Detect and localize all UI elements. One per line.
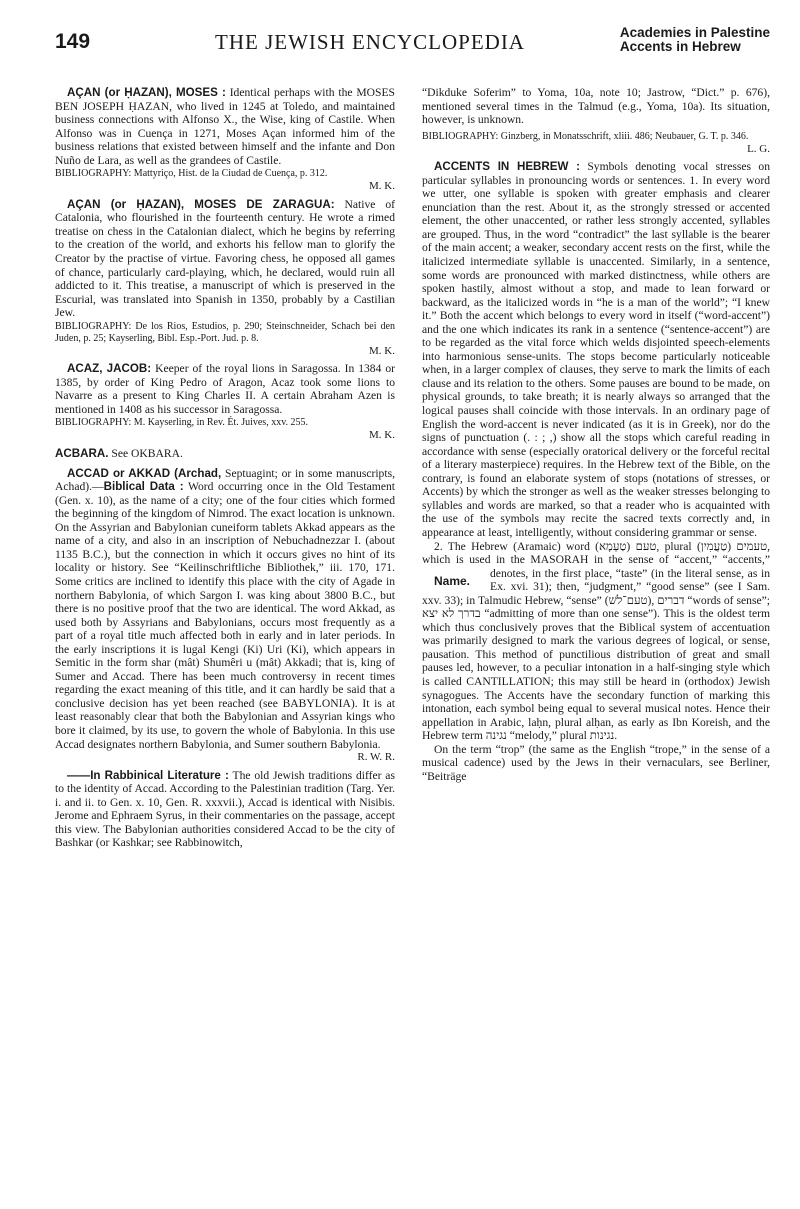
entry-acan-moses: AÇAN (or ḤAZAN), MOSES : Identical perhaps with the MOSES BEN JOSEPH ḤAZAN, who lived in 1245 at Toledo, and maintained business connections with Alfonso X., the Wise, king of Castile. When Alfonso was in Cuença in 1271, Moses Açan informed him of the business relations that existed between himself and the infante and Don Nuño de Lara, as well as the grandees of Castile.: [55, 86, 395, 167]
entry-headword: ACCAD or AKKAD (Archad,: [67, 466, 222, 480]
topic-range: [620, 26, 770, 54]
subsection-rabbinical: ——In Rabbinical Literature :: [67, 768, 229, 782]
right-column: [422, 86, 770, 783]
entry-accad-rabbinical: ——In Rabbinical Literature : The old Jewish traditions differ as to the identity of Accad. According to the Palestinian tradition (Targ. Yer. i. and ii. to Gen. x. 10, Gen. R. xxxvii.), Accad is identical with Nisibis. Jerome and Ephraem Syrus, in their commentaries on the passage, accept this view. The Babylonian authorities considered Accad to be the city of Bashkar (or Kashkar; see Rabbinowitch,: [55, 768, 395, 850]
entry-headword: ACBARA.: [55, 447, 109, 461]
page-number: 149: [55, 30, 91, 53]
topic-line-2: Accents in Hebrew: [619, 39, 741, 54]
entry-headword: AÇAN (or ḤAZAN), MOSES DE ZARAGUA:: [67, 197, 335, 211]
margin-subtitle-name: Name.: [434, 573, 471, 588]
entry-accad-continued: “Dikduke Soferim” to Yoma, 10a, note 10; Jastrow, “Dict.” p. 676), mentioned several times in the Talmud (e.g., Yoma, 10a). Its situation, however, is unknown.: [422, 86, 770, 127]
entry-acaz-jacob: ACAZ, JACOB: Keeper of the royal lions in Saragossa. In 1384 or 1385, by order of King Pedro of Aragon, Acaz took some lions to Navarre as a present to King Charles II. A certain Abraham Azen is mentioned in 1408 as his successor in Saragossa.: [55, 362, 396, 416]
running-head: THE JEWISH ENCYCLOPEDIA: [215, 30, 525, 54]
author-signature: L. G.: [747, 142, 770, 155]
page-header: [55, 22, 770, 62]
subsection-biblical-data: Biblical Data :: [103, 480, 184, 494]
bibliography: BIBLIOGRAPHY: M. Kayserling, in Rev. Ét. Juives, xxv. 255.: [55, 417, 309, 429]
author-signature: M. K.: [369, 344, 395, 357]
bibliography: BIBLIOGRAPHY: De los Rios, Estudios, p. 290; Steinschneider, Schach bei den Juden, p. 25; Kayserling, Bibl. Esp.-Port. Jud. p. 8.: [55, 320, 395, 344]
entry-headword: AÇAN (or ḤAZAN), MOSES :: [67, 86, 226, 99]
author-signature: R. W. R.: [357, 751, 395, 764]
accents-section-3: On the term “trop” (the same as the English “trope,” in the sense of a musical cadence) used by the Jews in their vernaculars, see Berliner, “Beiträge: [422, 742, 770, 783]
entry-accents-in-hebrew: ACCENTS IN HEBREW : Symbols denoting vocal stresses on particular syllables in pronouncing words or sentences. 1. In every word we utter, one syllable is spoken with greater emphasis and clearer enunciation than the rest. About it, as the strongly stressed or accented element, the other unaccented, or rather less strongly accented, syllables are grouped. Thus, in the word “contradict” the last syllable is the bearer of the main accent; a weaker, secondary accent rests on the first, while the italicized intermediate syllable is unaccented. Similarly, in a sentence, some words are pronounced with marked distinctness, while others are spoken hastily, almost without a stop, and made to lean forward or backward, as the italicized words in “he is a man of the world”; “I knew it.” Both the accent which belongs to every word in itself (“word-accent”) and the one which indicates its rank in a sentence (“sentence-accent”) are to be regarded as the vital force which welds disjointed speech-elements into harmonious sense-units. The stops become particularly noticeable when, in a larger complex of clauses, they serve to mark the limits of each clause and its relation to the others. Some pauses are bound to be made, on physical grounds, to take breath; it is nearly always so arranged that the logical pauses shall coincide with those intervals. In an ordinary page of English the word-accent is never indicated (as it is in Greek), nor do the signs of punctuation (. : ; ,) show all the stops which careful reading in accordance with sense (especially oratorical delivery or the forceful recital of a literary masterpiece) requires. In the Hebrew text of the Bible, on the contrary, is found an elaborate system of stops (notations of stresses, or Accents) by which the stronger as well as the weaker stresses belonging to syllables and words are marked, so that a reader who is acquainted with the use of the symbols may recite the sacred texts correctly and, in appearance at least, intelligently, without considering grammar or sense.: [422, 160, 770, 539]
bibliography: BIBLIOGRAPHY: Ginzberg, in Monatsschrift, xliii. 486; Neubauer, G. T. p. 346.: [422, 130, 749, 142]
entry-headword: ACAZ, JACOB:: [67, 362, 152, 376]
entry-accad: ACCAD or AKKAD (Archad, Septuagint; or in some manuscripts, Achad).—Biblical Data : Word occurring once in the Old Testament (Gen. x. 10), as the name of a city; one of the four cities which formed the beginning of the kingdom of Nimrod. The exact location is unknown. On the Assyrian and Babylonian cuneiform tablets Akkad appears as the name of a city, and also in an inscription of Nebuchadnezzar I. (about 1135 B.C.), but the connection in which it occurs gives no hint of its locality or history. See “Keilinschriftliche Bibliothek,” iii. 170, 171. Some critics are inclined to identify this place with the city of Agade in northern Babylonia, of which Sargon I. was king about 3800 B.C., but there is no positive proof that the two are identical. The word Akkad, as used both by Assyrians and Babylonians, occurs most frequently as a part of a royal title much affected both in early and in later periods. In the early inscriptions it is lugal Kengi (Ki) Uri (Ki), which appears in Semitic in the form shar (mât) Shumêri u (mât) Akkadi; that is, king of Sumer and Accad. There has been much controversy in recent times regarding the exact meaning of this title, and it can hardly be said that a conclusive decision has yet been reached (see BABYLONIA). It is at least reasonably clear that both the Babylonian and Assyrian kings who bore it claimed, by its use, to govern the whole of Babylonia. In this use Accad designates northern Babylonia, and Sumer southern Babylonia.: [55, 466, 395, 751]
left-column: [55, 86, 395, 850]
author-signature: M. K.: [369, 180, 395, 193]
entry-acbara: ACBARA. See OKBARA.: [55, 447, 183, 461]
accents-section-2: 2. The Hebrew (Aramaic) word טעם (טַעְמָא), plural טעמים (טַעֲמִין), which is used in the MASORAH in the sense of “accent,” “accents,” denotes, Name. in the first place, “taste” (in the literal sense, as in Ex. xvi. 31); then, “judgment,” “good sense” (see I Sam. xxv. 33); in Talmudic Hebrew, “sense” (טעם־לשׁ), דברים “words of sense”; בדרך לא יצא “admitting of more than one sense”). This is the oldest term which thus conclusively proves that the Biblical system of accentuation was primarily designed to mark the various degrees of logical, or sense, pausation. This method of punctilious distribution of great and small pauses led, however, to a peculiar intonation in a half-singing style which is called CANTILLATION; this may still be heard in (orthodox) Jewish synagogues. The Accents have the secondary function of marking this intonation, each symbol being equal to several musical notes. Hence their appellation in Arabic, laḥn, plural alḥan, as early as Ibn Koreish, and the Hebrew term נגינה “melody,” plural נגינות.: [422, 539, 771, 743]
entry-acan-moses-de-zaragua: AÇAN (or ḤAZAN), MOSES DE ZARAGUA: Native of Catalonia, who flourished in the fourteenth century. He wrote a rimed treatise on chess in the Catalonian dialect, which he begins by referring to the creation of the world, and exhorts his fellow man to glorify the Creator by the practise of virtue. Favoring chess, he opposed all games of chance, particularly card-playing, which, he declared, would ruin all addicted to it. This treatise, a manuscript of which is preserved in the Escurial, was translated into Spanish in 1350, probably by a Castilian Jew.: [55, 197, 395, 320]
bibliography: BIBLIOGRAPHY: Mattyriço, Hist. de la Ciudad de Cuença, p. 312.: [55, 168, 328, 180]
author-signature: M. K.: [369, 429, 395, 442]
entry-headword: ACCENTS IN HEBREW :: [434, 160, 581, 174]
topic-line-1: Academies in Palestine: [619, 25, 770, 40]
